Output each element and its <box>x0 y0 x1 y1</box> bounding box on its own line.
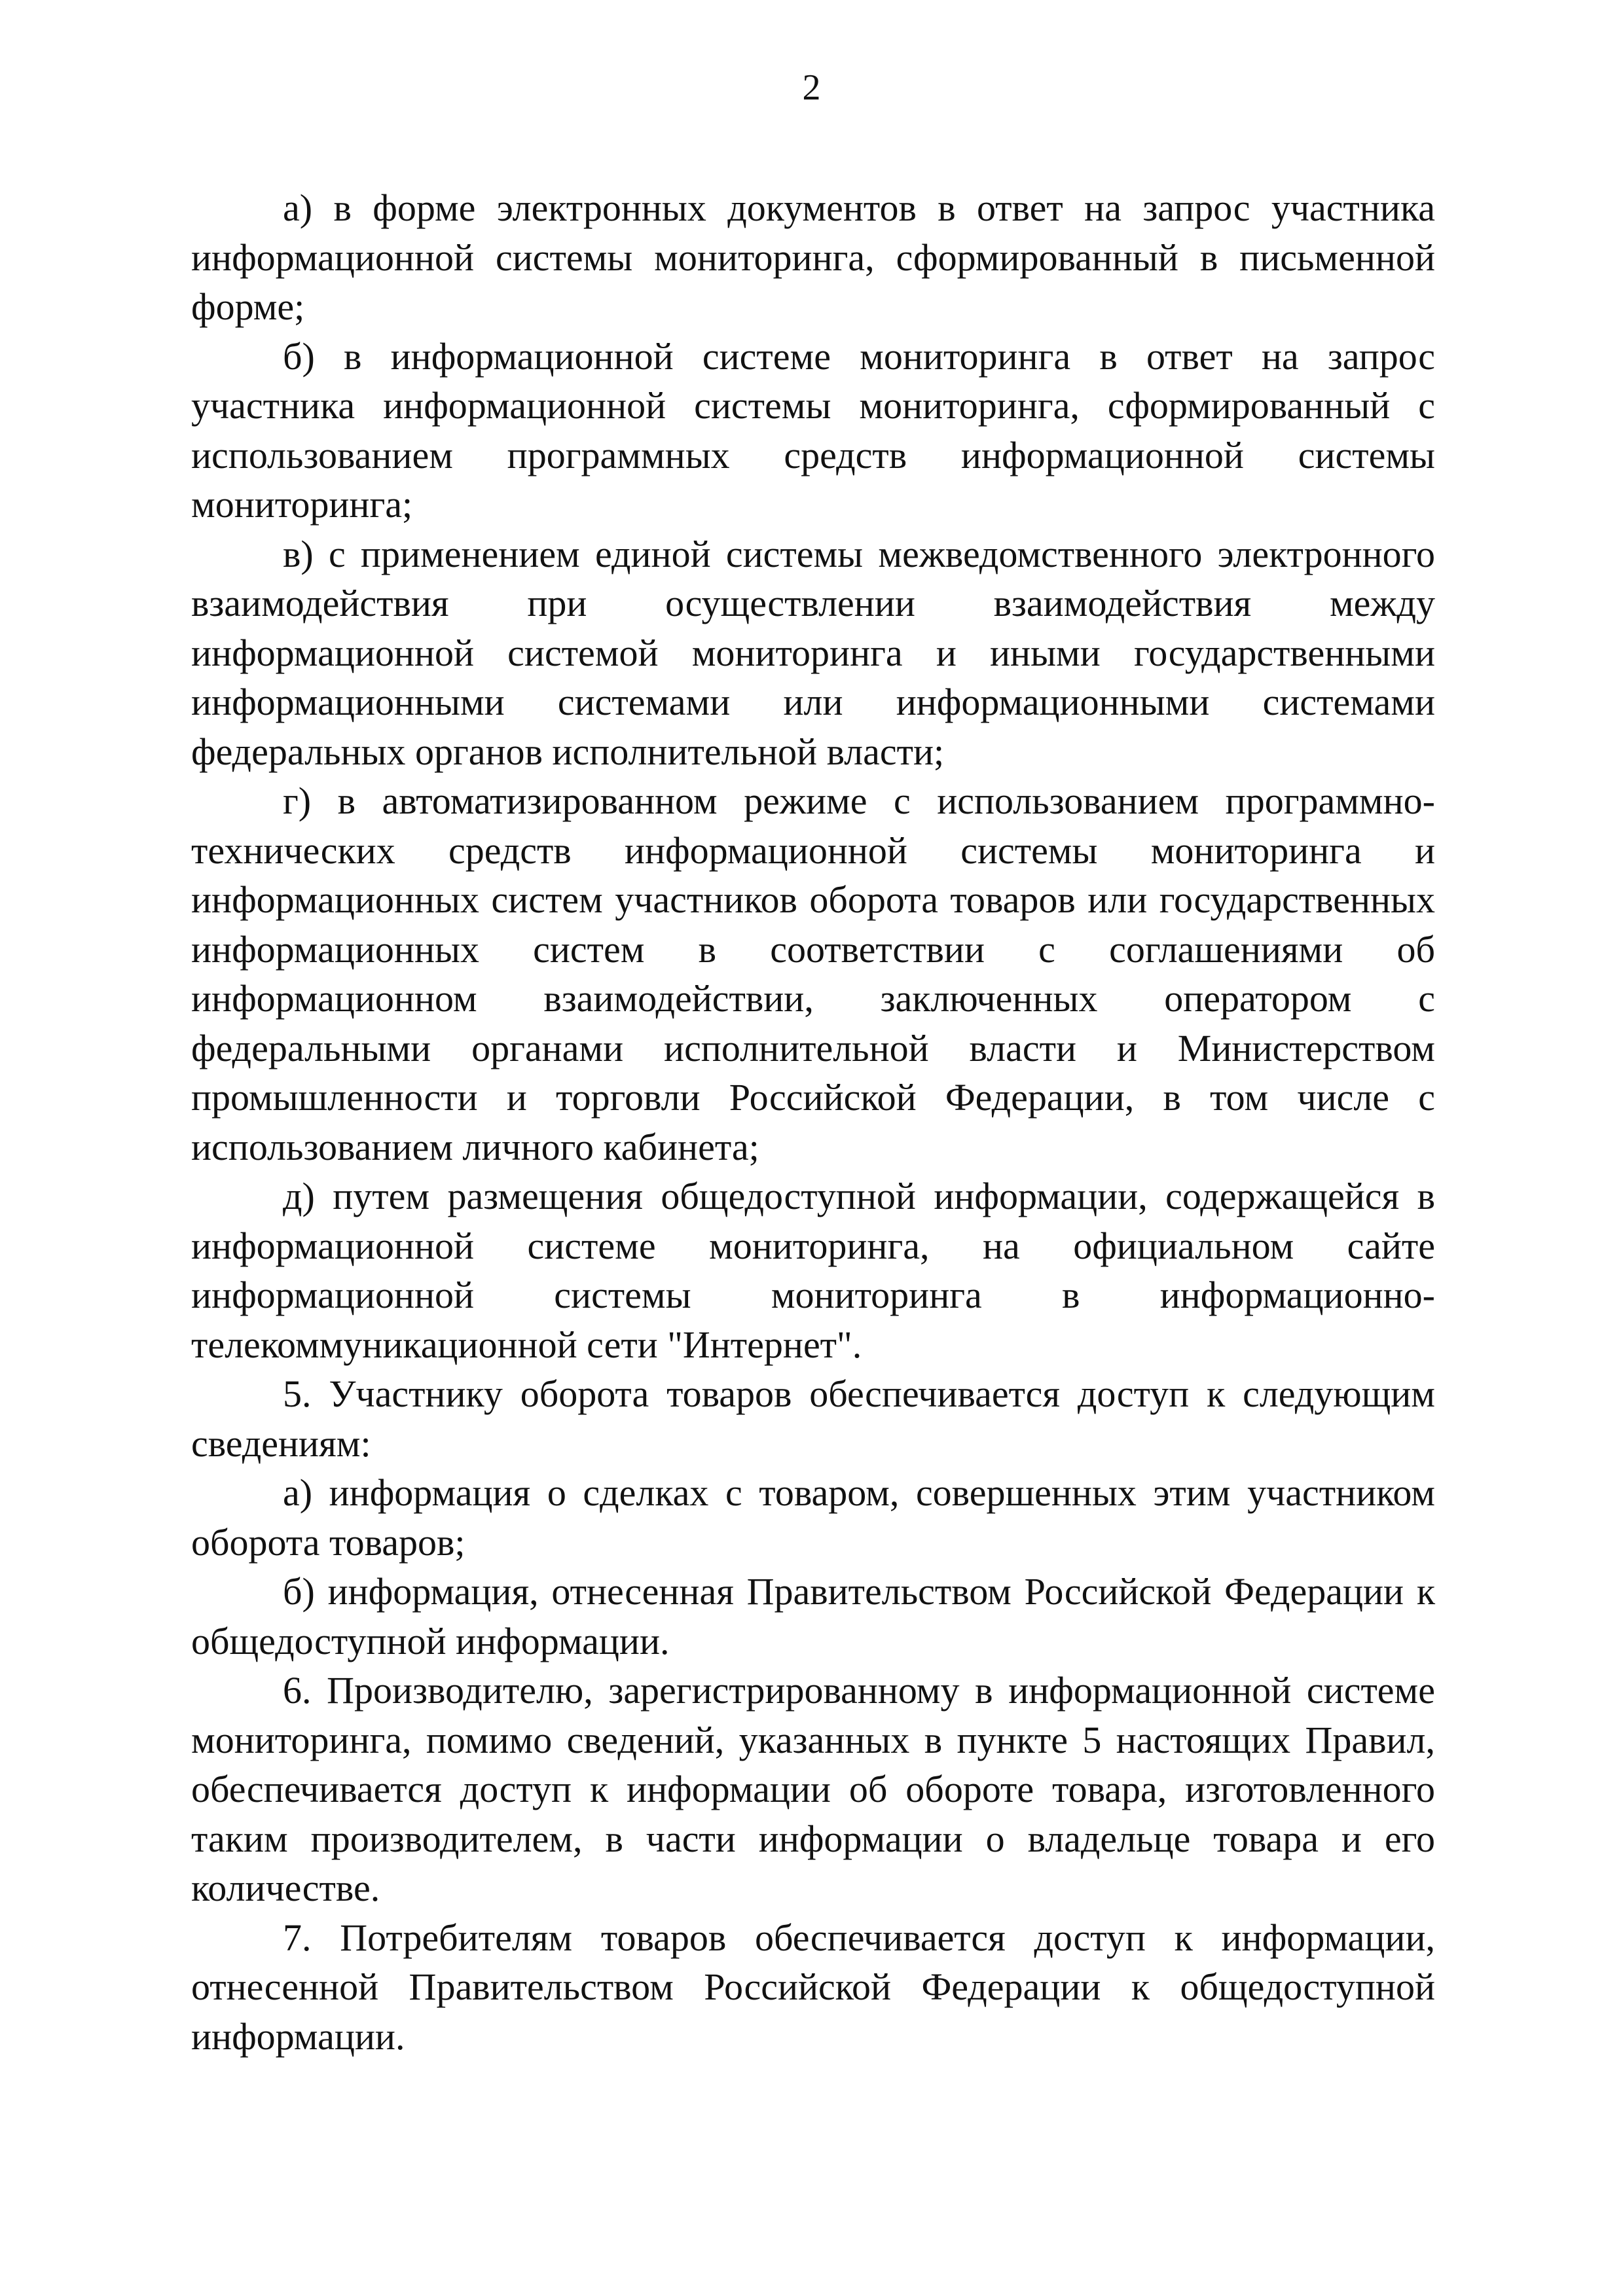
page-number: 2 <box>802 67 821 108</box>
paragraph-7: 7. Потребителям товаров обеспечивается доступ к информации, отнесенной Правительством Российской Федерации к общедоступной информации. <box>191 1916 1435 2058</box>
paragraph-4v: в) с применением единой системы межведомственного электронного взаимодействия при осуществлении взаимодействия между информационной системой мониторинга и иными государственными информационными системами или информационными системами федеральных органов исполнительной власти; <box>191 532 1435 773</box>
document-body <box>191 183 1435 2061</box>
paragraph-6: 6. Производителю, зарегистрированному в информационной системе мониторинга, помимо сведений, указанных в пункте 5 настоящих Правил, обеспечивается доступ к информации об обороте товара, изготовленного таким производителем, в части информации о владельце товара и его количестве. <box>191 1669 1435 1909</box>
paragraph-4d: д) путем размещения общедоступной информации, содержащейся в информационной системе мониторинга, на официальном сайте информационной системы мониторинга в информационно-телекоммуникационной сети "Интернет". <box>191 1175 1435 1366</box>
paragraph-4b: б) в информационной системе мониторинга в ответ на запрос участника информационной системы мониторинга, сформированный с использованием программных средств информационной системы мониторинга; <box>191 334 1435 526</box>
paragraph-5a: а) информация о сделках с товаром, совершенных этим участником оборота товаров; <box>191 1471 1435 1564</box>
paragraph-5b: б) информация, отнесенная Правительством Российской Федерации к общедоступной информации. <box>191 1570 1435 1662</box>
paragraph-4g: г) в автоматизированном режиме с использованием программно-технических средств информационной системы мониторинга и информационных систем участников оборота товаров или государственных информационных систем в соответствии с соглашениями об информационном взаимодействии, заключенных оператором с федеральными органами исполнительной власти и Министерством промышленности и торговли Российской Федерации, в том числе с использованием личного кабинета; <box>191 780 1435 1168</box>
paragraph-4a: а) в форме электронных документов в ответ на запрос участника информационной системы мониторинга, сформированный в письменной форме; <box>191 187 1435 328</box>
paragraph-5: 5. Участнику оборота товаров обеспечивается доступ к следующим сведениям: <box>191 1372 1435 1465</box>
